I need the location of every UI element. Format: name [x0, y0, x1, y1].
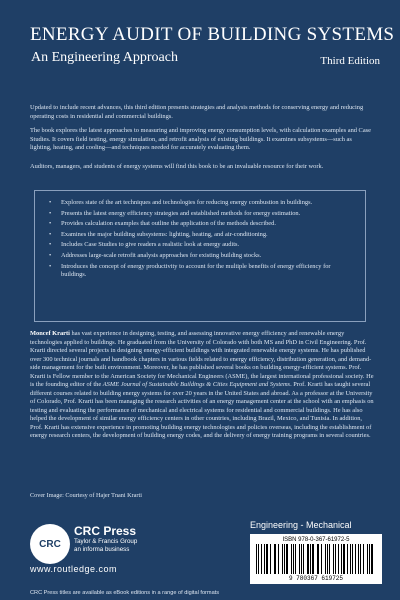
crc-logo-icon: CRC: [30, 524, 70, 564]
feature-item: • Addresses large-scale retrofit analysis approaches for existing building stocks.: [47, 252, 355, 260]
book-subtitle: An Engineering Approach: [31, 50, 178, 65]
publisher-website: www.routledge.com: [30, 564, 118, 574]
publisher-group: Taylor & Francis Group: [74, 538, 138, 545]
publisher-name: CRC Press: [74, 524, 137, 538]
author-bio: [30, 330, 374, 441]
barcode-icon: [256, 544, 376, 574]
features-list: [47, 199, 355, 279]
feature-item: • Explores state of the art techniques and technologies for reducing energy combustion in buildings.: [47, 199, 355, 207]
intro-paragraph: Updated to include recent advances, this third edition presents strategies and analysis methods for conserving energy and reducing operating costs in residential and commercial buildings.: [30, 104, 364, 120]
audience-paragraph: Auditors, managers, and students of energy systems will find this book to be an invaluable resource for their work.: [30, 163, 324, 170]
feature-item: • Includes Case Studies to give readers a realistic look at energy audits.: [47, 241, 355, 249]
book-title: ENERGY AUDIT OF BUILDING SYSTEMS: [30, 24, 395, 45]
barcode-digits: 9 780367 619725: [288, 575, 343, 582]
edition-label: Third Edition: [320, 55, 380, 67]
cover-credit: Cover Image: Courtesy of Hajer Tnani Krarti: [30, 492, 142, 499]
ebook-note: CRC Press titles are available as eBook editions in a range of digital formats: [30, 590, 220, 596]
subject-category: Engineering - Mechanical: [250, 520, 352, 530]
features-box: [34, 190, 366, 322]
author-name: Moncef Krarti: [30, 330, 70, 337]
feature-item: • Introduces the concept of energy productivity to account for the multiple benefits of energy efficiency for buildings.: [47, 263, 355, 279]
isbn-label: ISBN 978-0-367-61972-5: [282, 537, 350, 543]
feature-item: • Provides calculation examples that outline the application of the methods described.: [47, 220, 355, 228]
bio-text-1: has vast experience in designing, testing, and assessing innovative energy efficiency and renewable energy technologies applied to buildings. He graduated from the University of Colorado with both MS and PhD in Civil Engineering. Prof. Krarti directed several projects in designing energy-efficient buildings with integrated renewable energy systems. He has published over 300 technical journals and handbook chapters in various fields related to energy efficiency, distribution generation, and demand-side management for the built environment. Moreover, he has published several books on building energy-efficient systems. Prof. Krarti is Fellow member to the American Society for Mechanical Engineers (ASME), the largest international professional society. He is the founding editor of the: [30, 330, 374, 388]
journal-name: ASME Journal of Sustainable Buildings & Cities Equipment and Systems: [102, 381, 291, 388]
publisher-tagline: an informa business: [74, 546, 130, 553]
bio-text-2: . Prof. Krarti has taught several different courses related to building energy systems for over 20 years in the United States and abroad. As a professor at the University of Colorado, Prof. Krarti has been managing the research activities of an energy management center at the school with an emphasis on testing and evaluating the performance of mechanical and electrical systems for residential and commercial buildings. He has also helped the development of similar energy efficiency centers in other countries, including Brazil, Mexico, and Tunisia. In addition, Prof. Krarti has extensive experience in promoting building energy technologies and policies overseas, including the establishment of energy research centers, the development of building energy codes, and the delivery of energy training programs in several countries.: [30, 381, 374, 439]
barcode-panel: [250, 534, 382, 584]
overview-paragraph: The book explores the latest approaches to measuring and improving energy consumption levels, with calculation examples and Case Studies. It covers field testing, energy simulation, and retrofit analysis of existing buildings. It examines subsystems—such as lighting, heating, and cooling—and techniques needed for accurately evaluating them.: [30, 127, 371, 152]
feature-item: • Examines the major building subsystems: lighting, heating, and air-conditioning.: [47, 231, 355, 239]
feature-item: • Presents the latest energy efficiency strategies and established methods for energy estimation.: [47, 210, 355, 218]
